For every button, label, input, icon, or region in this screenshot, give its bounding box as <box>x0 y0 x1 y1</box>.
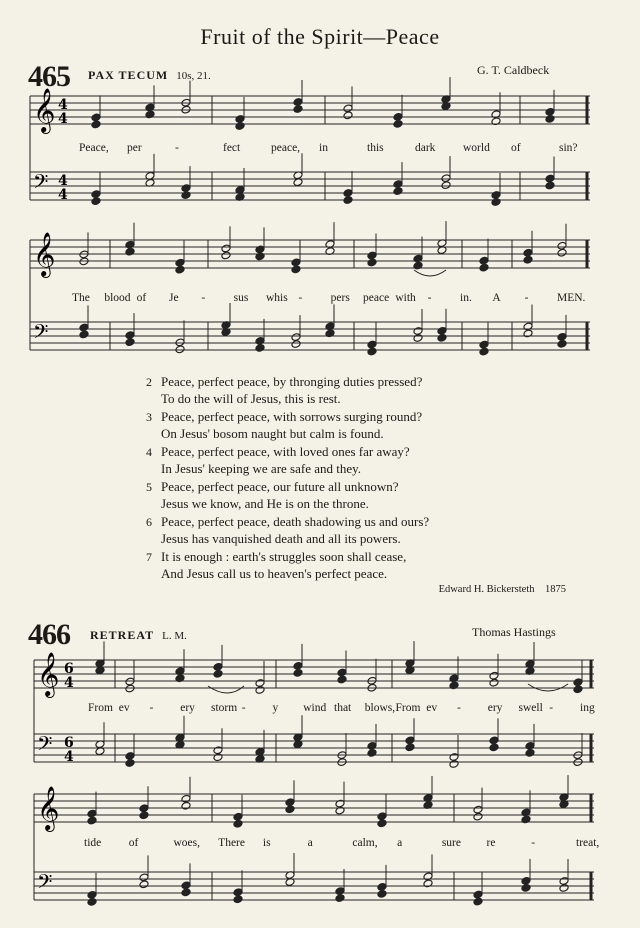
hymn-number-466: 466 <box>28 618 70 651</box>
notehead <box>557 248 567 257</box>
notehead <box>521 884 531 893</box>
lyric-syllable: Peace, <box>79 142 109 154</box>
page-title: Fruit of the Spirit—Peace <box>200 24 440 49</box>
lyric-syllable: - <box>241 702 246 714</box>
lyric-syllable: woes, <box>173 837 200 849</box>
notehead <box>377 819 387 828</box>
lyric-syllable: calm, <box>352 837 378 849</box>
verse-number: 7 <box>146 550 152 564</box>
notehead <box>139 880 149 889</box>
notehead <box>393 187 403 196</box>
verse-5 <box>146 479 429 512</box>
lyric-syllable: sure <box>441 837 461 849</box>
notehead <box>221 251 231 260</box>
lyric-syllable: ev <box>426 702 438 714</box>
lyric-syllable: blows, <box>364 702 396 714</box>
lyric-syllable: A <box>492 292 501 304</box>
lyric-syllable: dark <box>415 142 436 154</box>
lyric-syllable: MEN. <box>557 292 586 304</box>
verse-line: Jesus has vanquished death and all its powers. <box>161 530 401 546</box>
notehead <box>181 888 191 897</box>
lyric-syllable: From <box>88 702 113 714</box>
notehead <box>423 879 433 888</box>
lyric-syllable: of <box>128 837 139 849</box>
notehead <box>545 115 555 124</box>
verse-3 <box>146 409 429 442</box>
composer-466: Thomas Hastings <box>472 625 556 639</box>
treble-clef-icon: 𝄞 <box>37 652 60 696</box>
verse-line: Peace, perfect peace, with loved ones far away? <box>161 444 410 459</box>
lyric-syllable: of <box>136 292 147 304</box>
notehead <box>523 329 533 338</box>
notehead <box>393 120 403 129</box>
notehead <box>479 263 489 272</box>
bass-clef-icon: 𝄢 <box>33 320 49 348</box>
notehead <box>449 760 459 769</box>
lyric-syllable: with <box>395 292 416 304</box>
verse-line: Peace, perfect peace, death shadowing us and ours? <box>161 514 430 529</box>
notehead <box>175 345 185 354</box>
notehead <box>87 898 97 907</box>
notehead <box>521 815 531 824</box>
notehead <box>125 338 135 347</box>
notehead <box>491 198 501 207</box>
lyric-syllable: sus <box>233 292 249 304</box>
lyric-syllable: ing <box>580 702 595 714</box>
verse-number: 5 <box>146 480 152 494</box>
treble-clef-icon: 𝄞 <box>37 786 60 830</box>
notehead <box>125 247 135 256</box>
lyric-syllable: whis <box>266 292 288 304</box>
time-signature: 4 <box>58 97 68 113</box>
notehead <box>479 347 489 356</box>
tune-label: RETREAT <box>90 628 155 642</box>
verse-7 <box>146 549 429 582</box>
notehead <box>181 801 191 810</box>
notehead <box>291 340 301 349</box>
lyric-syllable: - <box>175 142 179 154</box>
notehead <box>473 897 483 906</box>
lyric-syllable: - <box>457 702 461 714</box>
time-signature: 6 <box>64 735 74 751</box>
lyric-syllable: peace <box>363 292 390 304</box>
notehead <box>441 181 451 190</box>
verses-465 <box>146 374 429 584</box>
meter-label: L. M. <box>162 630 187 642</box>
lyric-syllable: in. <box>460 292 472 304</box>
notehead <box>337 675 347 684</box>
lyric-syllable: a <box>397 837 403 849</box>
notehead <box>233 895 243 904</box>
bass-clef-icon: 𝄢 <box>33 170 49 198</box>
lyric-syllable: - <box>524 292 529 304</box>
lyric-syllable: ery <box>180 702 195 714</box>
notehead <box>367 347 377 356</box>
lyric-syllable: wind <box>303 702 327 714</box>
verse-line: On Jesus' bosom naught but calm is found. <box>161 425 384 441</box>
verse-4 <box>146 444 429 477</box>
lyric-syllable: - <box>298 292 303 304</box>
lyric-syllable: a <box>307 837 313 849</box>
notehead <box>233 819 243 828</box>
lyric-syllable: per <box>127 142 142 154</box>
time-signature: 4 <box>58 187 68 203</box>
notehead <box>437 333 447 342</box>
notehead <box>125 759 135 768</box>
verse-number: 4 <box>146 445 152 459</box>
author: Edward H. Bickersteth <box>438 584 535 595</box>
notehead <box>285 805 295 814</box>
lyric-syllable: Je <box>169 292 179 304</box>
verse-number: 6 <box>146 515 152 529</box>
verse-line: In Jesus' keeping we are safe and they. <box>161 460 362 476</box>
slur <box>208 686 244 693</box>
lyric-syllable: world <box>463 142 490 154</box>
verse-line: To do the will of Jesus, this is rest. <box>161 390 341 406</box>
verse-line: And Jesus call us to heaven's perfect peace. <box>161 565 388 581</box>
lyric-syllable: - <box>427 292 432 304</box>
time-signature: 4 <box>58 173 68 189</box>
notehead <box>343 111 353 120</box>
lyric-syllable: ev <box>118 702 130 714</box>
verse-line: Peace, perfect peace, with sorrows surging round? <box>161 409 423 424</box>
lyric-syllable: - <box>149 702 154 714</box>
lyric-syllable: - <box>531 837 536 849</box>
tune-label: PAX TECUM <box>88 68 169 82</box>
notehead <box>213 669 223 678</box>
notehead <box>523 255 533 264</box>
notehead <box>559 884 569 893</box>
notehead <box>125 684 135 693</box>
notehead <box>335 806 345 815</box>
notehead <box>145 110 155 119</box>
lyric-syllable: There <box>218 837 245 849</box>
notehead <box>525 748 535 757</box>
lyric-syllable: fect <box>223 142 241 154</box>
lyric-syllable: re <box>486 837 496 849</box>
notehead <box>343 196 353 205</box>
lyric-syllable: swell <box>518 702 543 714</box>
notehead <box>573 685 583 694</box>
verse-number: 2 <box>146 375 152 389</box>
time-signature: 4 <box>58 111 68 127</box>
slur <box>414 270 446 276</box>
notehead <box>405 743 415 752</box>
lyric-syllable: in <box>319 142 328 154</box>
notehead <box>293 105 303 114</box>
slur <box>528 684 568 691</box>
notehead <box>367 258 377 267</box>
notehead <box>139 811 149 820</box>
time-signature: 4 <box>64 749 74 765</box>
lyric-syllable: From <box>395 702 421 714</box>
notehead <box>181 191 191 200</box>
lyric-syllable: storm <box>211 702 238 714</box>
lyric-syllable: peace, <box>271 142 301 154</box>
notehead <box>367 749 377 758</box>
bass-clef-icon: 𝄢 <box>37 732 53 760</box>
notehead <box>87 816 97 825</box>
hymn-number-465: 465 <box>28 60 70 93</box>
notehead <box>91 197 101 206</box>
notehead <box>335 894 345 903</box>
time-signature: 4 <box>64 675 74 691</box>
notehead <box>255 252 265 261</box>
notehead <box>79 330 89 339</box>
verse-line: Peace, perfect peace, our future all unknown? <box>161 479 399 494</box>
time-signature: 6 <box>64 661 74 677</box>
notehead <box>235 122 245 131</box>
lyric-syllable: blood <box>104 292 131 304</box>
lyric-syllable: that <box>334 702 352 714</box>
lyric-syllable: treat, <box>576 837 600 849</box>
notehead <box>255 686 265 695</box>
notehead <box>291 265 301 274</box>
lyric-syllable: sin? <box>559 142 578 154</box>
treble-clef-icon: 𝄞 <box>33 88 56 132</box>
notehead <box>175 265 185 274</box>
text-credit <box>439 584 566 595</box>
bass-clef-icon: 𝄢 <box>37 870 53 898</box>
composer-465: G. T. Caldbeck <box>477 63 550 77</box>
lyric-syllable: ery <box>487 702 503 714</box>
lyric-syllable: pers <box>330 292 350 304</box>
notehead <box>413 261 423 270</box>
year: 1875 <box>545 584 566 595</box>
verse-line: Jesus we know, and He is on the throne. <box>161 495 369 511</box>
notehead <box>489 743 499 752</box>
notehead <box>377 890 387 899</box>
verse-number: 3 <box>146 410 152 424</box>
treble-clef-icon: 𝄞 <box>33 232 56 276</box>
notehead <box>473 812 483 821</box>
lyric-syllable: - <box>201 292 206 304</box>
notehead <box>489 678 499 687</box>
notehead <box>213 753 223 762</box>
lyric-syllable: The <box>72 292 90 304</box>
lyric-syllable: y <box>272 702 279 714</box>
notehead <box>545 181 555 190</box>
lyric-syllable: of <box>511 142 521 154</box>
verse-line: Peace, perfect peace, by thronging duties pressed? <box>161 374 423 389</box>
notehead <box>91 120 101 129</box>
notehead <box>255 344 265 353</box>
lyric-syllable: is <box>262 837 271 849</box>
notehead <box>293 669 303 678</box>
notehead <box>413 334 423 343</box>
verse-line: It is enough : earth's struggles soon shall cease, <box>161 549 407 564</box>
verse-2 <box>146 374 429 407</box>
lyric-syllable: tide <box>84 837 102 849</box>
meter-label: 10s, 21. <box>176 70 211 82</box>
lyric-syllable: this <box>367 142 384 154</box>
lyric-syllable: - <box>549 702 554 714</box>
verse-6 <box>146 514 429 547</box>
notehead <box>557 339 567 348</box>
